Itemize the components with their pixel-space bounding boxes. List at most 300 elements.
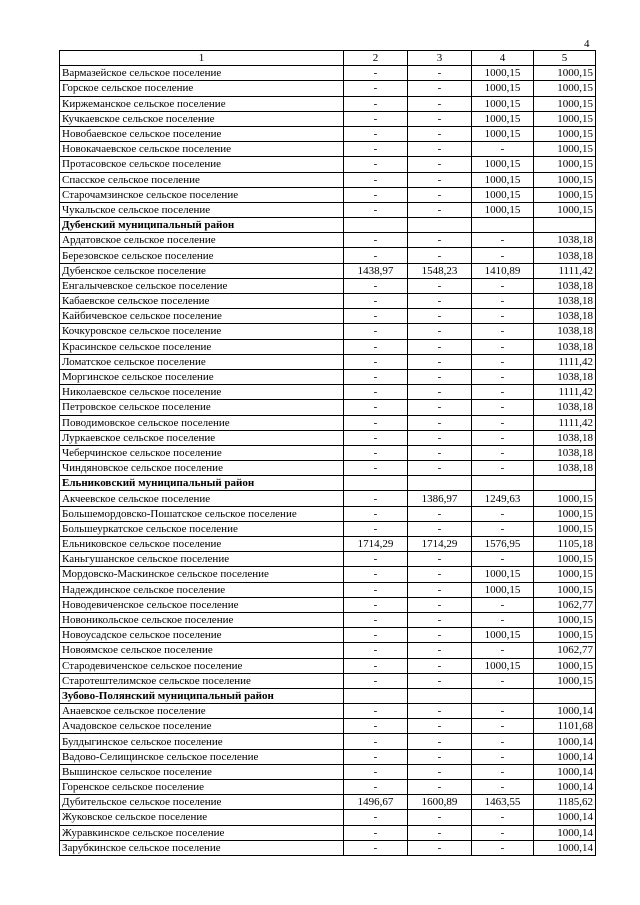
value-col5-cell: 1000,15 bbox=[534, 172, 596, 187]
value-col2-cell: - bbox=[344, 552, 408, 567]
table-row bbox=[60, 810, 596, 825]
value-col3-cell: - bbox=[408, 157, 472, 172]
value-col3-cell: - bbox=[408, 734, 472, 749]
table-row bbox=[60, 415, 596, 430]
settlement-name-cell: Вадово-Селищинское сельское поселение bbox=[60, 749, 344, 764]
value-col5-cell: 1000,15 bbox=[534, 567, 596, 582]
table-row bbox=[60, 111, 596, 126]
value-col4-cell: - bbox=[472, 324, 534, 339]
value-col3-cell: 1548,23 bbox=[408, 263, 472, 278]
value-col5-cell: 1000,15 bbox=[534, 66, 596, 81]
value-col3-cell: - bbox=[408, 81, 472, 96]
settlement-name-cell: Поводимовское сельское поселение bbox=[60, 415, 344, 430]
table-row bbox=[60, 764, 596, 779]
value-col4-cell: - bbox=[472, 704, 534, 719]
value-col3-cell: - bbox=[408, 582, 472, 597]
value-col4-cell: - bbox=[472, 780, 534, 795]
value-col3-cell: - bbox=[408, 445, 472, 460]
value-col5-cell: 1038,18 bbox=[534, 248, 596, 263]
table-row bbox=[60, 157, 596, 172]
table-row bbox=[60, 172, 596, 187]
value-col3-cell: - bbox=[408, 658, 472, 673]
value-col5-cell: 1062,77 bbox=[534, 643, 596, 658]
table-row bbox=[60, 795, 596, 810]
value-col5-cell: 1185,62 bbox=[534, 795, 596, 810]
value-col2-cell: - bbox=[344, 582, 408, 597]
value-col3-cell: 1600,89 bbox=[408, 795, 472, 810]
table-row bbox=[60, 294, 596, 309]
settlement-name-cell: Киржеманское сельское поселение bbox=[60, 96, 344, 111]
table-row bbox=[60, 202, 596, 217]
value-col3-cell: - bbox=[408, 202, 472, 217]
settlement-name-cell: Горенское сельское поселение bbox=[60, 780, 344, 795]
table-row bbox=[60, 369, 596, 384]
settlement-name-cell: Луркаевское сельское поселение bbox=[60, 430, 344, 445]
table-row bbox=[60, 734, 596, 749]
value-col3-cell: - bbox=[408, 111, 472, 126]
value-col5-cell: 1000,15 bbox=[534, 126, 596, 141]
table-row bbox=[60, 552, 596, 567]
table-row bbox=[60, 248, 596, 263]
settlement-name-cell: Кочкуровское сельское поселение bbox=[60, 324, 344, 339]
value-col4-cell bbox=[472, 218, 534, 233]
value-col4-cell: - bbox=[472, 430, 534, 445]
value-col2-cell: - bbox=[344, 749, 408, 764]
table-row bbox=[60, 704, 596, 719]
value-col4-cell: - bbox=[472, 461, 534, 476]
value-col4-cell: 1576,95 bbox=[472, 537, 534, 552]
value-col3-cell: - bbox=[408, 430, 472, 445]
value-col3-cell: - bbox=[408, 248, 472, 263]
value-col4-cell: - bbox=[472, 233, 534, 248]
settlement-name-cell: Новоямское сельское поселение bbox=[60, 643, 344, 658]
table-row bbox=[60, 780, 596, 795]
value-col4-cell: 1249,63 bbox=[472, 491, 534, 506]
value-col5-cell bbox=[534, 218, 596, 233]
value-col3-cell: - bbox=[408, 96, 472, 111]
value-col3-cell: - bbox=[408, 628, 472, 643]
value-col2-cell: - bbox=[344, 142, 408, 157]
value-col2-cell: 1438,97 bbox=[344, 263, 408, 278]
value-col5-cell: 1038,18 bbox=[534, 309, 596, 324]
value-col4-cell: - bbox=[472, 142, 534, 157]
value-col4-cell: - bbox=[472, 749, 534, 764]
settlement-name-cell: Каньгушанское сельское поселение bbox=[60, 552, 344, 567]
value-col5-cell: 1038,18 bbox=[534, 324, 596, 339]
district-row bbox=[60, 476, 596, 491]
value-col2-cell bbox=[344, 476, 408, 491]
value-col4-cell: - bbox=[472, 354, 534, 369]
settlement-name-cell: Дубенское сельское поселение bbox=[60, 263, 344, 278]
value-col2-cell: - bbox=[344, 704, 408, 719]
value-col4-cell: 1000,15 bbox=[472, 81, 534, 96]
value-col2-cell: - bbox=[344, 658, 408, 673]
value-col3-cell: - bbox=[408, 749, 472, 764]
value-col2-cell: - bbox=[344, 369, 408, 384]
value-col4-cell: - bbox=[472, 810, 534, 825]
table-row bbox=[60, 628, 596, 643]
settlement-name-cell: Зарубкинское сельское поселение bbox=[60, 840, 344, 855]
settlement-name-cell: Стародевиченское сельское поселение bbox=[60, 658, 344, 673]
value-col5-cell: 1000,14 bbox=[534, 825, 596, 840]
value-col3-cell: - bbox=[408, 126, 472, 141]
value-col4-cell: - bbox=[472, 385, 534, 400]
value-col4-cell: - bbox=[472, 612, 534, 627]
settlement-name-cell: Горское сельское поселение bbox=[60, 81, 344, 96]
settlement-name-cell: Зубово-Полянский муниципальный район bbox=[60, 688, 344, 703]
value-col3-cell bbox=[408, 218, 472, 233]
settlement-name-cell: Большемордовско-Пошатское сельское поселение bbox=[60, 506, 344, 521]
value-col3-cell: - bbox=[408, 567, 472, 582]
value-col5-cell: 1000,15 bbox=[534, 187, 596, 202]
value-col2-cell: - bbox=[344, 126, 408, 141]
table-row bbox=[60, 66, 596, 81]
value-col5-cell: 1038,18 bbox=[534, 278, 596, 293]
value-col3-cell: - bbox=[408, 704, 472, 719]
value-col5-cell: 1000,14 bbox=[534, 704, 596, 719]
value-col5-cell: 1000,15 bbox=[534, 521, 596, 536]
table-row bbox=[60, 96, 596, 111]
value-col2-cell: - bbox=[344, 81, 408, 96]
settlement-name-cell: Новоусадское сельское поселение bbox=[60, 628, 344, 643]
value-col5-cell: 1000,14 bbox=[534, 840, 596, 855]
table-row bbox=[60, 278, 596, 293]
value-col5-cell: 1000,15 bbox=[534, 506, 596, 521]
settlement-name-cell: Новокачаевское сельское поселение bbox=[60, 142, 344, 157]
table-row bbox=[60, 825, 596, 840]
value-col3-cell: - bbox=[408, 764, 472, 779]
value-col5-cell bbox=[534, 476, 596, 491]
settlement-name-cell: Протасовское сельское поселение bbox=[60, 157, 344, 172]
settlement-name-cell: Большеуркатское сельское поселение bbox=[60, 521, 344, 536]
table-row bbox=[60, 354, 596, 369]
settlement-name-cell: Вармазейское сельское поселение bbox=[60, 66, 344, 81]
value-col2-cell: - bbox=[344, 278, 408, 293]
table-row bbox=[60, 263, 596, 278]
value-col2-cell: - bbox=[344, 612, 408, 627]
table-row bbox=[60, 461, 596, 476]
value-col2-cell: - bbox=[344, 506, 408, 521]
value-col2-cell: - bbox=[344, 354, 408, 369]
value-col2-cell: - bbox=[344, 567, 408, 582]
value-col4-cell: 1000,15 bbox=[472, 202, 534, 217]
settlement-name-cell: Ельниковское сельское поселение bbox=[60, 537, 344, 552]
value-col5-cell: 1000,15 bbox=[534, 81, 596, 96]
value-col4-cell bbox=[472, 476, 534, 491]
table-row bbox=[60, 658, 596, 673]
value-col2-cell: 1714,29 bbox=[344, 537, 408, 552]
value-col4-cell: - bbox=[472, 369, 534, 384]
value-col3-cell: - bbox=[408, 172, 472, 187]
column-header-1: 1 bbox=[60, 51, 344, 66]
value-col2-cell: - bbox=[344, 430, 408, 445]
settlement-name-cell: Анаевское сельское поселение bbox=[60, 704, 344, 719]
table-row bbox=[60, 673, 596, 688]
table-row bbox=[60, 142, 596, 157]
value-col2-cell: - bbox=[344, 157, 408, 172]
settlement-name-cell: Ельниковский муниципальный район bbox=[60, 476, 344, 491]
table-row bbox=[60, 400, 596, 415]
district-row bbox=[60, 688, 596, 703]
value-col5-cell: 1000,15 bbox=[534, 552, 596, 567]
settlement-name-cell: Булдыгинское сельское поселение bbox=[60, 734, 344, 749]
value-col2-cell: - bbox=[344, 111, 408, 126]
value-col2-cell: - bbox=[344, 294, 408, 309]
table-row bbox=[60, 719, 596, 734]
value-col5-cell: 1038,18 bbox=[534, 294, 596, 309]
value-col3-cell bbox=[408, 476, 472, 491]
value-col4-cell: - bbox=[472, 643, 534, 658]
value-col3-cell: - bbox=[408, 552, 472, 567]
settlement-name-cell: Новоникольское сельское поселение bbox=[60, 612, 344, 627]
value-col2-cell: - bbox=[344, 400, 408, 415]
settlement-name-cell: Красинское сельское поселение bbox=[60, 339, 344, 354]
value-col3-cell: - bbox=[408, 415, 472, 430]
value-col2-cell: - bbox=[344, 248, 408, 263]
value-col3-cell: - bbox=[408, 66, 472, 81]
settlement-name-cell: Чукальское сельское поселение bbox=[60, 202, 344, 217]
value-col2-cell: - bbox=[344, 764, 408, 779]
column-header-3: 3 bbox=[408, 51, 472, 66]
value-col3-cell: - bbox=[408, 643, 472, 658]
settlement-name-cell: Енгалычевское сельское поселение bbox=[60, 278, 344, 293]
value-col4-cell: - bbox=[472, 719, 534, 734]
settlement-name-cell: Дубительское сельское поселение bbox=[60, 795, 344, 810]
value-col4-cell: 1000,15 bbox=[472, 96, 534, 111]
settlement-name-cell: Спасское сельское поселение bbox=[60, 172, 344, 187]
value-col4-cell: - bbox=[472, 840, 534, 855]
settlement-name-cell: Петровское сельское поселение bbox=[60, 400, 344, 415]
value-col4-cell: 1000,15 bbox=[472, 157, 534, 172]
district-row bbox=[60, 218, 596, 233]
value-col2-cell: - bbox=[344, 673, 408, 688]
value-col2-cell: - bbox=[344, 734, 408, 749]
table-row bbox=[60, 567, 596, 582]
value-col5-cell: 1000,15 bbox=[534, 142, 596, 157]
value-col4-cell: 1000,15 bbox=[472, 582, 534, 597]
value-col5-cell: 1062,77 bbox=[534, 597, 596, 612]
table-row bbox=[60, 521, 596, 536]
settlement-name-cell: Дубенский муниципальный район bbox=[60, 218, 344, 233]
column-header-4: 4 bbox=[472, 51, 534, 66]
value-col2-cell: - bbox=[344, 825, 408, 840]
settlement-name-cell: Ачадовское сельское поселение bbox=[60, 719, 344, 734]
settlement-name-cell: Ардатовское сельское поселение bbox=[60, 233, 344, 248]
table-row bbox=[60, 187, 596, 202]
settlement-name-cell: Журавкинское сельское поселение bbox=[60, 825, 344, 840]
value-col3-cell: - bbox=[408, 187, 472, 202]
value-col5-cell: 1000,14 bbox=[534, 734, 596, 749]
value-col2-cell: - bbox=[344, 339, 408, 354]
settlement-name-cell: Старочамзинское сельское поселение bbox=[60, 187, 344, 202]
value-col2-cell: - bbox=[344, 96, 408, 111]
value-col5-cell bbox=[534, 688, 596, 703]
value-col3-cell bbox=[408, 688, 472, 703]
value-col3-cell: 1386,97 bbox=[408, 491, 472, 506]
value-col2-cell: - bbox=[344, 233, 408, 248]
value-col5-cell: 1111,42 bbox=[534, 415, 596, 430]
value-col3-cell: - bbox=[408, 612, 472, 627]
value-col3-cell: - bbox=[408, 354, 472, 369]
table-row bbox=[60, 385, 596, 400]
value-col3-cell: - bbox=[408, 597, 472, 612]
table-row bbox=[60, 430, 596, 445]
value-col4-cell: 1000,15 bbox=[472, 111, 534, 126]
value-col3-cell: - bbox=[408, 780, 472, 795]
page-number: 4 bbox=[584, 38, 590, 50]
value-col4-cell: - bbox=[472, 294, 534, 309]
value-col5-cell: 1101,68 bbox=[534, 719, 596, 734]
value-col4-cell: - bbox=[472, 339, 534, 354]
value-col5-cell: 1000,15 bbox=[534, 157, 596, 172]
value-col5-cell: 1000,15 bbox=[534, 673, 596, 688]
value-col4-cell: 1000,15 bbox=[472, 658, 534, 673]
settlement-name-cell: Новобаевское сельское поселение bbox=[60, 126, 344, 141]
value-col3-cell: - bbox=[408, 521, 472, 536]
table-row bbox=[60, 491, 596, 506]
settlement-name-cell: Березовское сельское поселение bbox=[60, 248, 344, 263]
value-col4-cell: - bbox=[472, 506, 534, 521]
settlement-name-cell: Кайбичевское сельское поселение bbox=[60, 309, 344, 324]
value-col4-cell: - bbox=[472, 521, 534, 536]
table-body bbox=[60, 51, 596, 856]
settlement-name-cell: Старотештелимское сельское поселение bbox=[60, 673, 344, 688]
settlement-name-cell: Ломатское сельское поселение bbox=[60, 354, 344, 369]
value-col5-cell: 1038,18 bbox=[534, 339, 596, 354]
settlement-name-cell: Вышинское сельское поселение bbox=[60, 764, 344, 779]
table-row bbox=[60, 643, 596, 658]
settlement-name-cell: Надеждинское сельское поселение bbox=[60, 582, 344, 597]
value-col3-cell: - bbox=[408, 385, 472, 400]
value-col5-cell: 1038,18 bbox=[534, 233, 596, 248]
value-col2-cell: - bbox=[344, 172, 408, 187]
value-col5-cell: 1105,18 bbox=[534, 537, 596, 552]
value-col5-cell: 1111,42 bbox=[534, 263, 596, 278]
value-col2-cell bbox=[344, 218, 408, 233]
table-row bbox=[60, 537, 596, 552]
value-col4-cell: 1000,15 bbox=[472, 187, 534, 202]
value-col2-cell: - bbox=[344, 461, 408, 476]
value-col2-cell: - bbox=[344, 810, 408, 825]
value-col3-cell: - bbox=[408, 324, 472, 339]
value-col3-cell: - bbox=[408, 400, 472, 415]
settlement-name-cell: Новодевиченское сельское поселение bbox=[60, 597, 344, 612]
table-row bbox=[60, 81, 596, 96]
value-col5-cell: 1000,15 bbox=[534, 202, 596, 217]
value-col3-cell: - bbox=[408, 233, 472, 248]
value-col2-cell bbox=[344, 688, 408, 703]
value-col4-cell: - bbox=[472, 764, 534, 779]
value-col5-cell: 1038,18 bbox=[534, 461, 596, 476]
value-col4-cell: - bbox=[472, 415, 534, 430]
value-col5-cell: 1038,18 bbox=[534, 369, 596, 384]
value-col4-cell: - bbox=[472, 309, 534, 324]
value-col4-cell: - bbox=[472, 248, 534, 263]
value-col3-cell: - bbox=[408, 673, 472, 688]
table-row bbox=[60, 324, 596, 339]
settlement-name-cell: Мордовско-Маскинское сельское поселение bbox=[60, 567, 344, 582]
value-col5-cell: 1000,15 bbox=[534, 96, 596, 111]
value-col5-cell: 1111,42 bbox=[534, 354, 596, 369]
value-col4-cell: 1410,89 bbox=[472, 263, 534, 278]
value-col2-cell: - bbox=[344, 415, 408, 430]
value-col2-cell: - bbox=[344, 780, 408, 795]
table-row bbox=[60, 309, 596, 324]
settlement-name-cell: Моргинское сельское поселение bbox=[60, 369, 344, 384]
value-col5-cell: 1000,14 bbox=[534, 810, 596, 825]
column-header-2: 2 bbox=[344, 51, 408, 66]
value-col2-cell: - bbox=[344, 628, 408, 643]
table-row bbox=[60, 506, 596, 521]
value-col3-cell: - bbox=[408, 719, 472, 734]
value-col2-cell: - bbox=[344, 597, 408, 612]
value-col5-cell: 1000,15 bbox=[534, 582, 596, 597]
settlement-name-cell: Кабаевское сельское поселение bbox=[60, 294, 344, 309]
value-col3-cell: - bbox=[408, 461, 472, 476]
value-col4-cell: - bbox=[472, 734, 534, 749]
table-row bbox=[60, 126, 596, 141]
value-col3-cell: 1714,29 bbox=[408, 537, 472, 552]
value-col4-cell: - bbox=[472, 673, 534, 688]
column-header-5: 5 bbox=[534, 51, 596, 66]
table-row bbox=[60, 597, 596, 612]
value-col3-cell: - bbox=[408, 506, 472, 521]
value-col5-cell: 1000,14 bbox=[534, 780, 596, 795]
value-col2-cell: - bbox=[344, 187, 408, 202]
settlement-name-cell: Чеберчинское сельское поселение bbox=[60, 445, 344, 460]
value-col3-cell: - bbox=[408, 309, 472, 324]
value-col2-cell: 1496,67 bbox=[344, 795, 408, 810]
value-col2-cell: - bbox=[344, 202, 408, 217]
table-row bbox=[60, 612, 596, 627]
value-col4-cell: - bbox=[472, 278, 534, 293]
value-col2-cell: - bbox=[344, 840, 408, 855]
value-col2-cell: - bbox=[344, 66, 408, 81]
value-col4-cell: 1000,15 bbox=[472, 66, 534, 81]
value-col3-cell: - bbox=[408, 339, 472, 354]
settlement-name-cell: Акчеевское сельское поселение bbox=[60, 491, 344, 506]
value-col2-cell: - bbox=[344, 643, 408, 658]
value-col4-cell: - bbox=[472, 825, 534, 840]
value-col2-cell: - bbox=[344, 385, 408, 400]
table-row bbox=[60, 840, 596, 855]
value-col5-cell: 1038,18 bbox=[534, 445, 596, 460]
value-col2-cell: - bbox=[344, 521, 408, 536]
column-number-row bbox=[60, 51, 596, 66]
table-row bbox=[60, 445, 596, 460]
value-col4-cell: - bbox=[472, 400, 534, 415]
value-col5-cell: 1038,18 bbox=[534, 430, 596, 445]
value-col4-cell bbox=[472, 688, 534, 703]
value-col3-cell: - bbox=[408, 294, 472, 309]
value-col5-cell: 1000,14 bbox=[534, 764, 596, 779]
value-col5-cell: 1000,15 bbox=[534, 491, 596, 506]
value-col3-cell: - bbox=[408, 369, 472, 384]
settlement-name-cell: Николаевское сельское поселение bbox=[60, 385, 344, 400]
table-row bbox=[60, 749, 596, 764]
value-col4-cell: - bbox=[472, 597, 534, 612]
table-row bbox=[60, 339, 596, 354]
settlement-name-cell: Кучкаевское сельское поселение bbox=[60, 111, 344, 126]
value-col3-cell: - bbox=[408, 278, 472, 293]
value-col5-cell: 1000,15 bbox=[534, 612, 596, 627]
settlement-name-cell: Жуковское сельское поселение bbox=[60, 810, 344, 825]
value-col5-cell: 1000,15 bbox=[534, 111, 596, 126]
settlement-name-cell: Чиндяновское сельское поселение bbox=[60, 461, 344, 476]
value-col4-cell: 1463,55 bbox=[472, 795, 534, 810]
value-col5-cell: 1000,14 bbox=[534, 749, 596, 764]
value-col3-cell: - bbox=[408, 810, 472, 825]
